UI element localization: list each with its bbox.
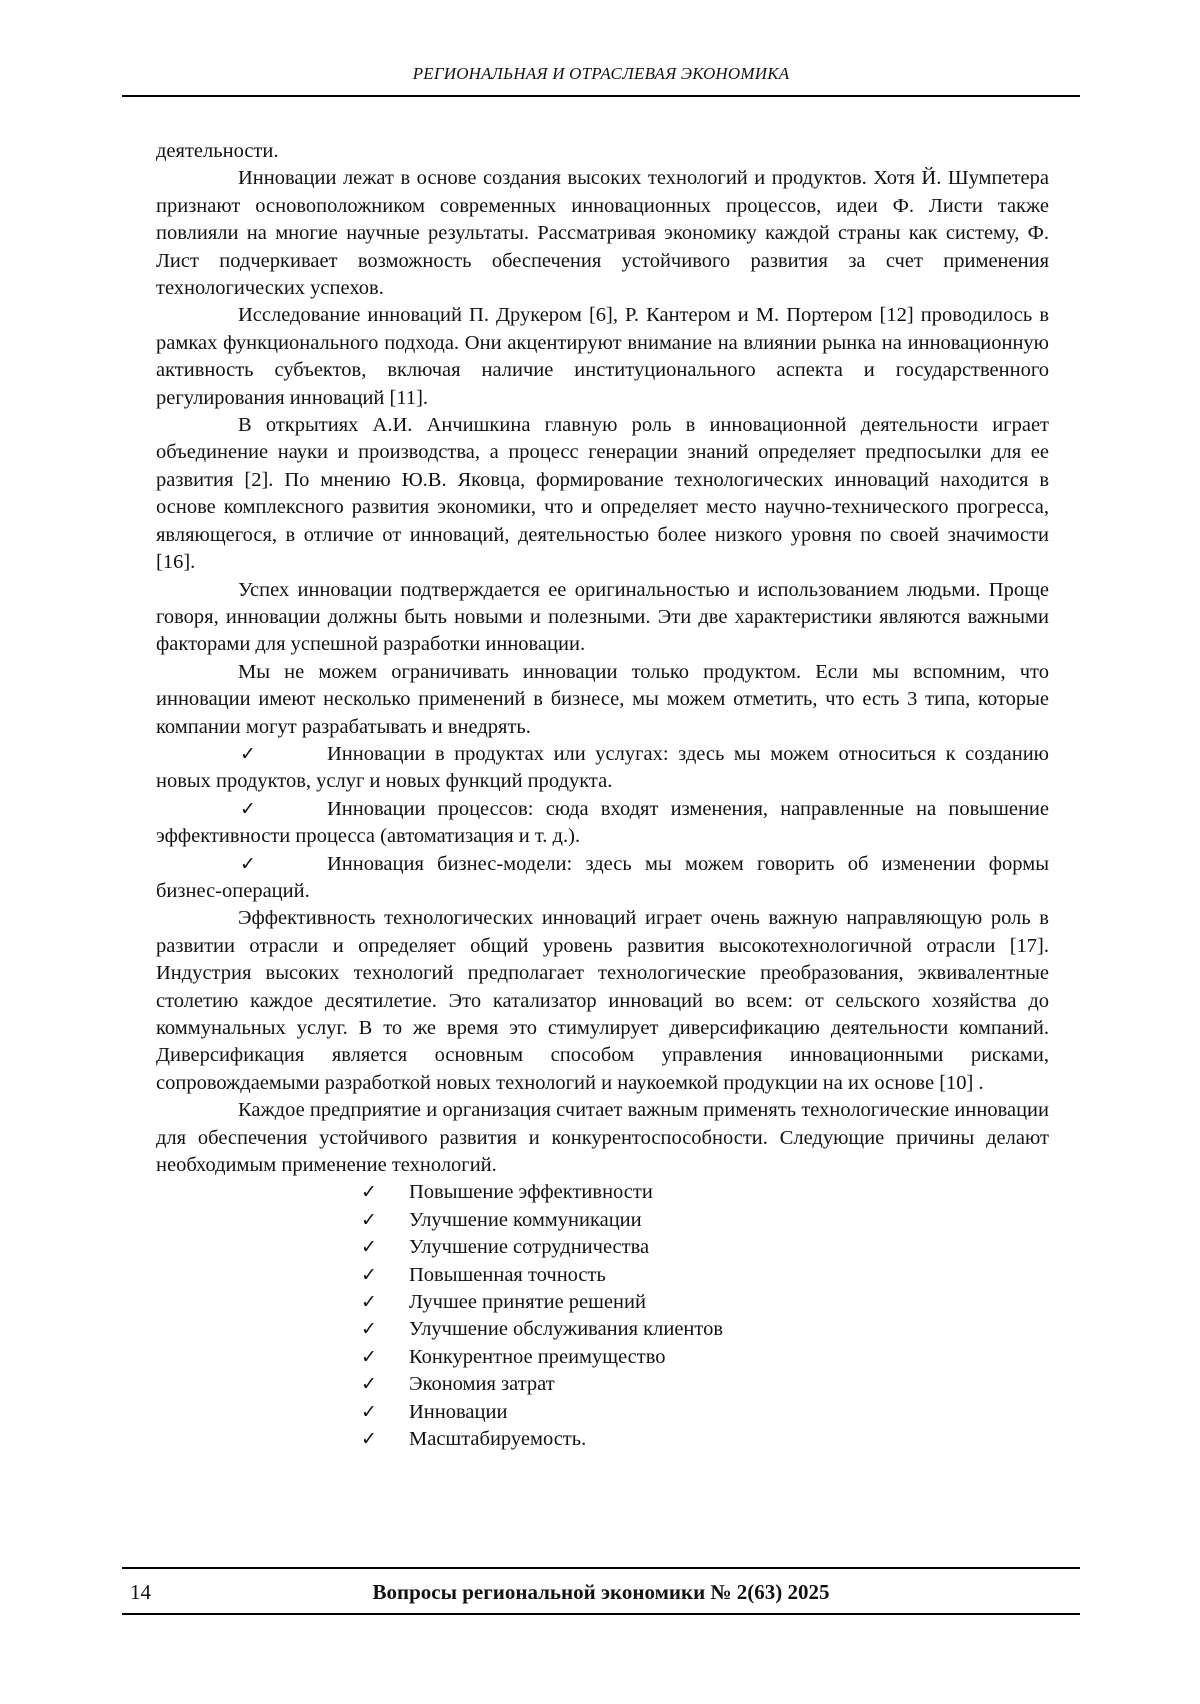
innovation-type-text: Инновации процессов: сюда входят изменения, направленные на повышение эффективности процесса (автоматизация и т. д.). [156, 797, 1049, 848]
list-item: ✓ Повышение эффективности [361, 1179, 1049, 1206]
list-item: ✓ Улучшение сотрудничества [361, 1234, 1049, 1261]
paragraph: Каждое предприятие и организация считает важным применять технологические инновации для обеспечения устойчивого развития и конкурентоспособности. Следующие причины делают необходимым применение технологий. [156, 1099, 1049, 1177]
list-item: ✓ Повышенная точность [361, 1262, 1049, 1289]
innovation-type-text: Инновация бизнес-модели: здесь мы можем говорить об изменении формы бизнес-операций. [156, 852, 1049, 902]
journal-title: Вопросы региональной экономики № 2(63) 2025 [372, 1580, 830, 1604]
checkmark-icon: ✓ [361, 1236, 377, 1259]
list-item: ✓ Лучшее принятие решений [361, 1289, 1049, 1316]
footer-rule-top [122, 1567, 1080, 1569]
checkmark-icon: ✓ [240, 742, 256, 765]
checkmark-icon: ✓ [240, 852, 256, 875]
paragraph: В открытиях А.И. Анчишкина главную роль в инновационной деятельности играет объединение науки и производства, а процесс генерации знаний определяет предпосылки для ее развития [2]. По мнению Ю.В. Яковца, формирование технологических инноваций находится в основе комплексного развития экономики, что и определяет место научно-технического прогресса, являющегося, в отличие от инноваций, деятельностью более низкого уровня по своей значимости [16]. [156, 414, 1049, 574]
article-body [156, 138, 1049, 1453]
paragraph: Мы не можем ограничивать инновации только продуктом. Если мы вспомним, что инновации имеют несколько применений в бизнесе, мы можем отметить, что есть 3 типа, которые компании могут разрабатывать и внедрять. [156, 660, 1049, 738]
innovation-type-item [156, 796, 1049, 851]
paragraph: Исследование инноваций П. Друкером [6], Р. Кантером и М. Портером [12] проводилось в рамках функционального подхода. Они акцентируют внимание на влиянии рынка на инновационную активность субъектов, включая наличие институционального аспекта и государственного регулирования инноваций [11]. [156, 304, 1049, 409]
list-item: ✓ Улучшение коммуникации [361, 1207, 1049, 1234]
reasons-list [361, 1179, 1049, 1453]
list-item: ✓ Инновации [361, 1399, 1049, 1426]
header-rule [122, 95, 1080, 97]
paragraph: Успех инновации подтверждается ее оригинальностью и использованием людьми. Проще говоря, инновации должны быть новыми и полезными. Эти две характеристики являются важными факторами для успешной разработки инновации. [156, 578, 1049, 656]
list-item: ✓ Конкурентное преимущество [361, 1344, 1049, 1371]
checkmark-icon: ✓ [361, 1345, 377, 1368]
list-item: ✓ Экономия затрат [361, 1371, 1049, 1398]
checkmark-icon: ✓ [361, 1181, 377, 1204]
innovation-type-item [156, 851, 1049, 906]
checkmark-icon: ✓ [361, 1373, 377, 1396]
running-header: РЕГИОНАЛЬНАЯ И ОТРАСЛЕВАЯ ЭКОНОМИКА [412, 64, 790, 83]
paragraph: Эффективность технологических инноваций играет очень важную направляющую роль в развитии отрасли и определяет общий уровень развития высокотехнологичной отрасли [17]. Индустрия высоких технологий предполагает технологические преобразования, эквивалентные столетию каждое десятилетие. Это катализатор инноваций во всем: от сельского хозяйства до коммунальных услуг. В то же время это стимулирует диверсификацию деятельности компаний. Диверсификация является основным способом управления инновационными рисками, сопровождаемыми разработкой новых технологий и наукоемкой продукции на их основе [10] . [156, 907, 1049, 1094]
list-item: ✓ Улучшение обслуживания клиентов [361, 1316, 1049, 1343]
innovation-type-text: Инновации в продуктах или услугах: здесь мы можем относиться к созданию новых продуктов, услуг и новых функций продукта. [156, 742, 1049, 793]
footer-rule-bottom [122, 1613, 1080, 1615]
paragraph: Инновации лежат в основе создания высоких технологий и продуктов. Хотя Й. Шумпетера признают основоположником современных инновационных процессов, идеи Ф. Листи также повлияли на многие научные результаты. Рассматривая экономику каждой страны как систему, Ф. Лист подчеркивает возможность обеспечения устойчивого развития за счет применения технологических успехов. [156, 167, 1049, 300]
paragraph: деятельности. [156, 140, 279, 162]
checkmark-icon: ✓ [240, 797, 256, 820]
checkmark-icon: ✓ [361, 1263, 377, 1286]
innovation-type-item [156, 741, 1049, 796]
checkmark-icon: ✓ [361, 1208, 377, 1231]
page-number: 14 [130, 1580, 151, 1604]
checkmark-icon: ✓ [361, 1318, 377, 1341]
list-item: ✓ Масштабируемость. [361, 1426, 1049, 1453]
checkmark-icon: ✓ [361, 1400, 377, 1423]
checkmark-icon: ✓ [361, 1291, 377, 1313]
checkmark-icon: ✓ [361, 1427, 377, 1450]
